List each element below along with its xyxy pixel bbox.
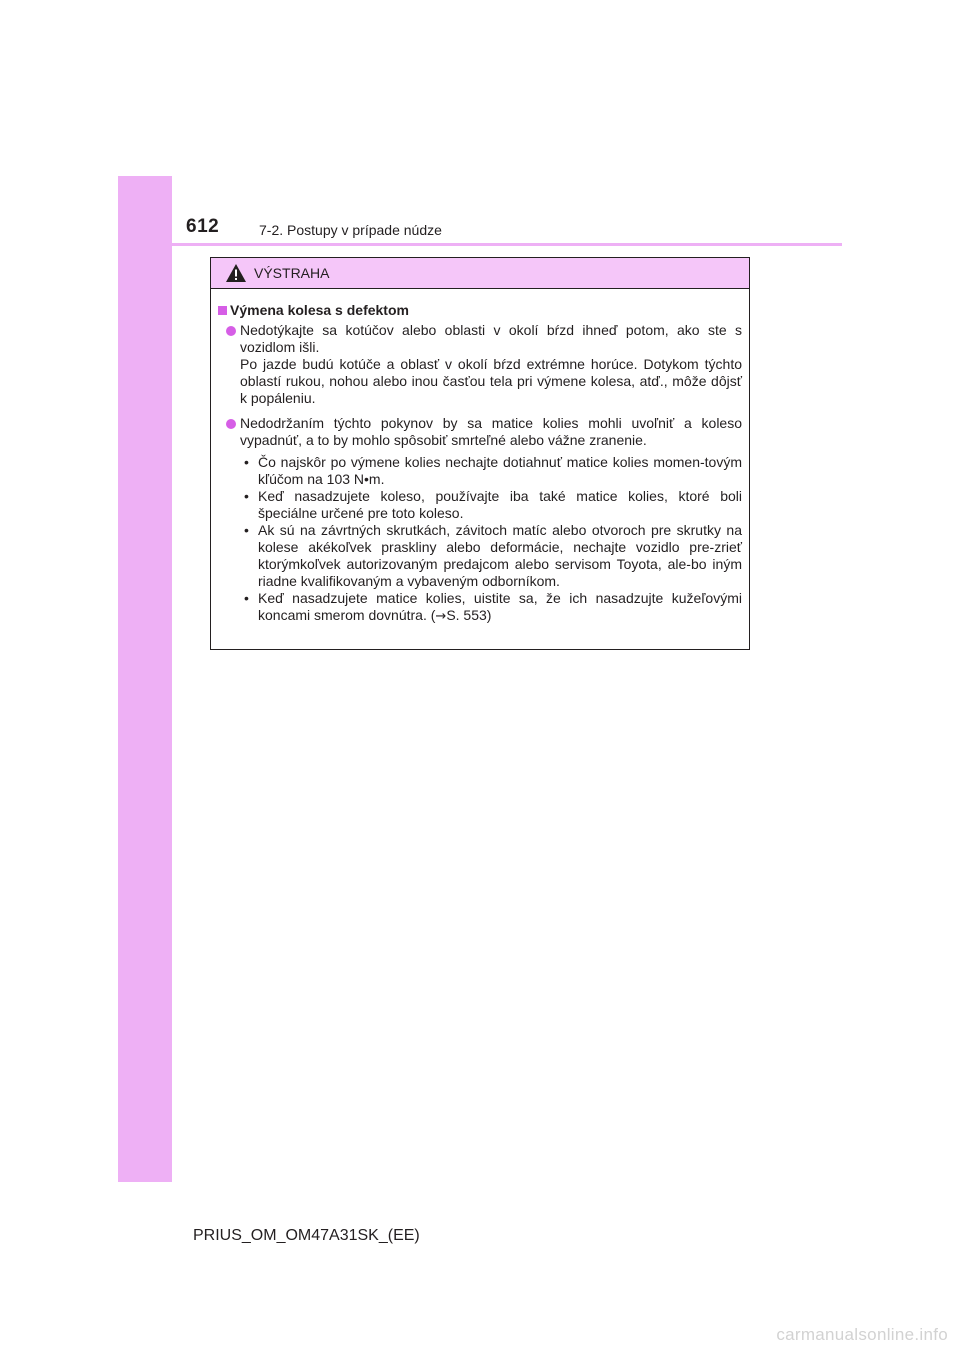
warning-body	[211, 289, 749, 625]
warning-triangle-icon	[225, 263, 247, 283]
arrow-right-icon: →	[435, 609, 447, 624]
list-item-text: Čo najskôr po výmene kolies nechajte dotiahnuť matice kolies momen-tovým kľúčom na 103 N•m.	[258, 454, 742, 487]
warning-point	[218, 322, 742, 407]
warning-subheading-text: Výmena kolesa s defektom	[230, 302, 409, 318]
list-item	[240, 454, 742, 488]
paragraph: Nedodržaním týchto pokynov by sa matice kolies mohli uvoľniť a koleso vypadnúť, a to by mohlo spôsobiť smrteľné alebo vážne zranenie.	[240, 415, 742, 448]
dot-bullet-icon: •	[244, 590, 249, 606]
list-item-text-part: Keď nasadzujete matice kolies, uistite sa, že ich nasadzujte kužeľovými koncami smerom dovnútra. (	[258, 590, 742, 623]
list-item	[240, 590, 742, 625]
chapter-side-band	[118, 176, 172, 1182]
dot-bullet-icon: •	[244, 454, 249, 470]
page-number: 612	[186, 216, 220, 237]
paragraph: Nedotýkajte sa kotúčov alebo oblasti v okolí bŕzd ihneď potom, ako ste s vozidlom išli.	[240, 322, 742, 355]
circle-bullet-icon	[226, 326, 236, 336]
warning-point-text	[240, 415, 742, 625]
warning-box	[210, 257, 750, 650]
dot-bullet-icon: •	[244, 522, 249, 538]
warning-point-text	[240, 322, 742, 407]
warning-subheading	[218, 302, 742, 319]
paragraph: Po jazde budú kotúče a oblasť v okolí bŕzd extrémne horúce. Dotykom týchto oblastí rukou, nohou alebo inou časťou tela pri výmene kolesa, atď., môže dôjsť k popáleniu.	[240, 356, 742, 406]
circle-bullet-icon	[226, 419, 236, 429]
instruction-list	[240, 454, 742, 625]
watermark-text: carmanualsonline.info	[776, 1325, 948, 1344]
document-code: PRIUS_OM_OM47A31SK_(EE)	[193, 1227, 420, 1244]
header-rule	[118, 243, 842, 246]
warning-point	[218, 415, 742, 625]
list-item-text: Keď nasadzujete koleso, používajte iba také matice kolies, ktoré boli špeciálne určené pre toto koleso.	[258, 488, 742, 521]
list-item-text: Ak sú na závrtných skrutkách, závitoch matíc alebo otvoroch pre skrutky na kolese akékoľvek praskliny alebo deformácie, nechajte vozidlo pre-zrieť ktorýmkoľvek autorizovaným predajcom alebo servisom Toyota, ale-bo iným riadne kvalifikovaným a vybaveným odborníkom.	[258, 522, 742, 589]
list-item-text	[258, 590, 742, 625]
warning-header	[211, 258, 749, 289]
warning-label: VÝSTRAHA	[254, 265, 330, 281]
list-item	[240, 488, 742, 522]
section-title: 7-2. Postupy v prípade núdze	[259, 222, 442, 238]
page-reference-link[interactable]: S. 553)	[446, 607, 492, 623]
dot-bullet-icon: •	[244, 488, 249, 504]
square-bullet-icon	[218, 306, 227, 315]
list-item	[240, 522, 742, 590]
